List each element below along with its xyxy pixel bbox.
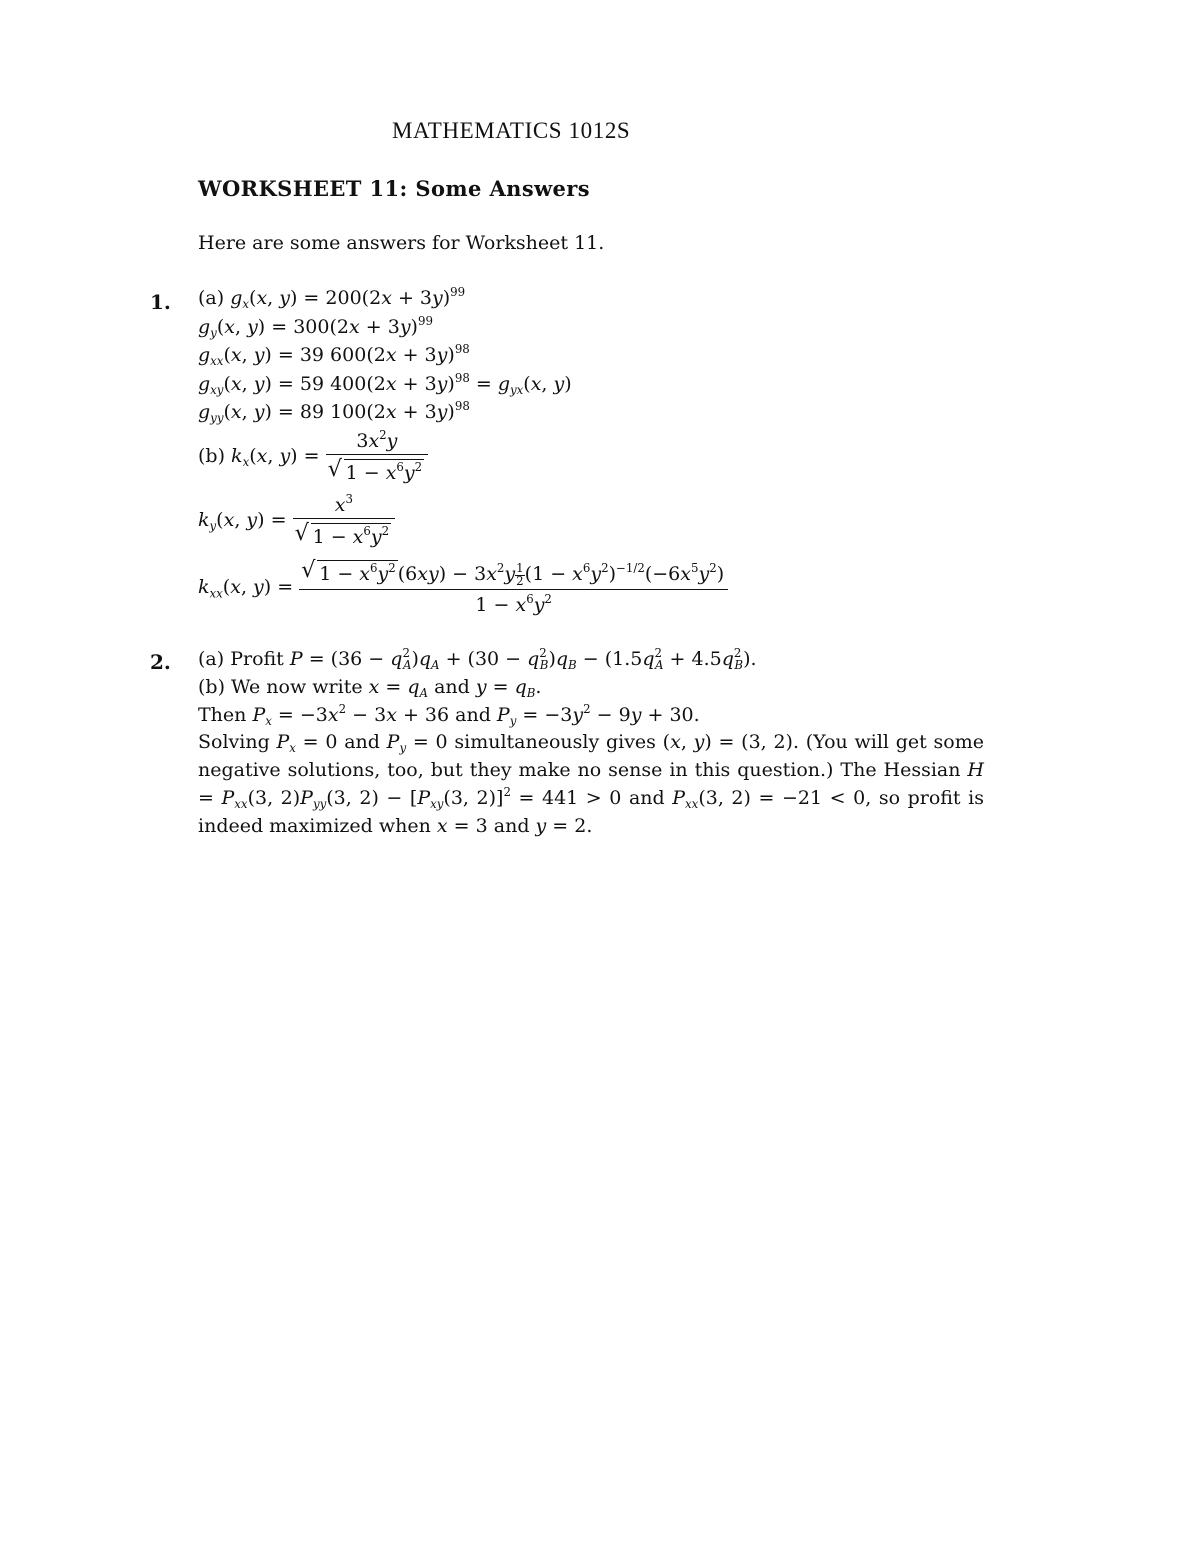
q2b-substitution: (b) We now write $x = q_A$ and $y = q_B$.	[198, 676, 542, 701]
q1a-gy: $g_y(x$, $y) = 300(2x + 3y)^{99}$	[198, 313, 433, 341]
intro-text: Here are some answers for Worksheet 11.	[198, 232, 605, 254]
q1a-gyy: $g_{yy}(x$, y) = 89 $100(2x + 3y)^{98}$	[198, 398, 470, 426]
question-2-number: 2.	[150, 650, 171, 674]
worksheet-heading: WORKSHEET 11: Some Answers	[198, 176, 590, 201]
q2b-solution-paragraph: Solving $P_x = 0$ and $P_y = 0$ simultaneously gives (x, y) = (3, 2). (You will get some negative solutions, too, but they make no sense in this question.) The Hessian $H = P_{xx}(3$, $2)P_{yy}(3$, $2) - [P_{xy}(3$, 2)]$^2$ = 441 > 0 and $P_{xx}(3$, 2) = −21 < 0, so profit is indeed maximized when x = 3 and y = 2.	[198, 731, 984, 837]
q1a-gxx: $g_{xx}(x$, y) = 39 $600(2x + 3y)^{98}$	[198, 341, 470, 369]
course-title: MATHEMATICS 1012S	[392, 118, 631, 143]
q1b-ky: $k_y(x$, y) = $x^3$ √ $1 - x^6y^2$	[198, 494, 395, 548]
question-1-number: 1.	[150, 290, 171, 314]
q1b-kxx: $k_{xx}(x$, y) = √ $1 - x^6y^2$ $(6xy) - 3x^2y$ $\frac{1}{2}$ $(1 - x^6y^2)^{-1/2}(-6x^5y^2)$ $1 - x^6y^2$	[198, 560, 728, 616]
q2a-profit: (a) Profit $P = (36 - q^2_A)q_A + (30 - q^2_B)q_B - (1.5q^2_A + 4.5q^2_B)$.	[198, 645, 757, 673]
q1a-gxy: $g_{xy}(x$, y) = 59 $400(2x + 3y)^{98} = g_{yx}(x$, y)	[198, 370, 572, 398]
q2b-partials: Then $P_x = -3x^2 - 3x + 36$ and $P_y = -3y^2 - 9y + 30$.	[198, 701, 700, 729]
q1b-kx: (b) $k_x(x$, y) = $3x^2y$ √ $1 - x^6y^2$	[198, 430, 428, 484]
q1a-gx: (a) $g_x(x$, $y) = 200(2x + 3y)^{99}$	[198, 284, 466, 312]
